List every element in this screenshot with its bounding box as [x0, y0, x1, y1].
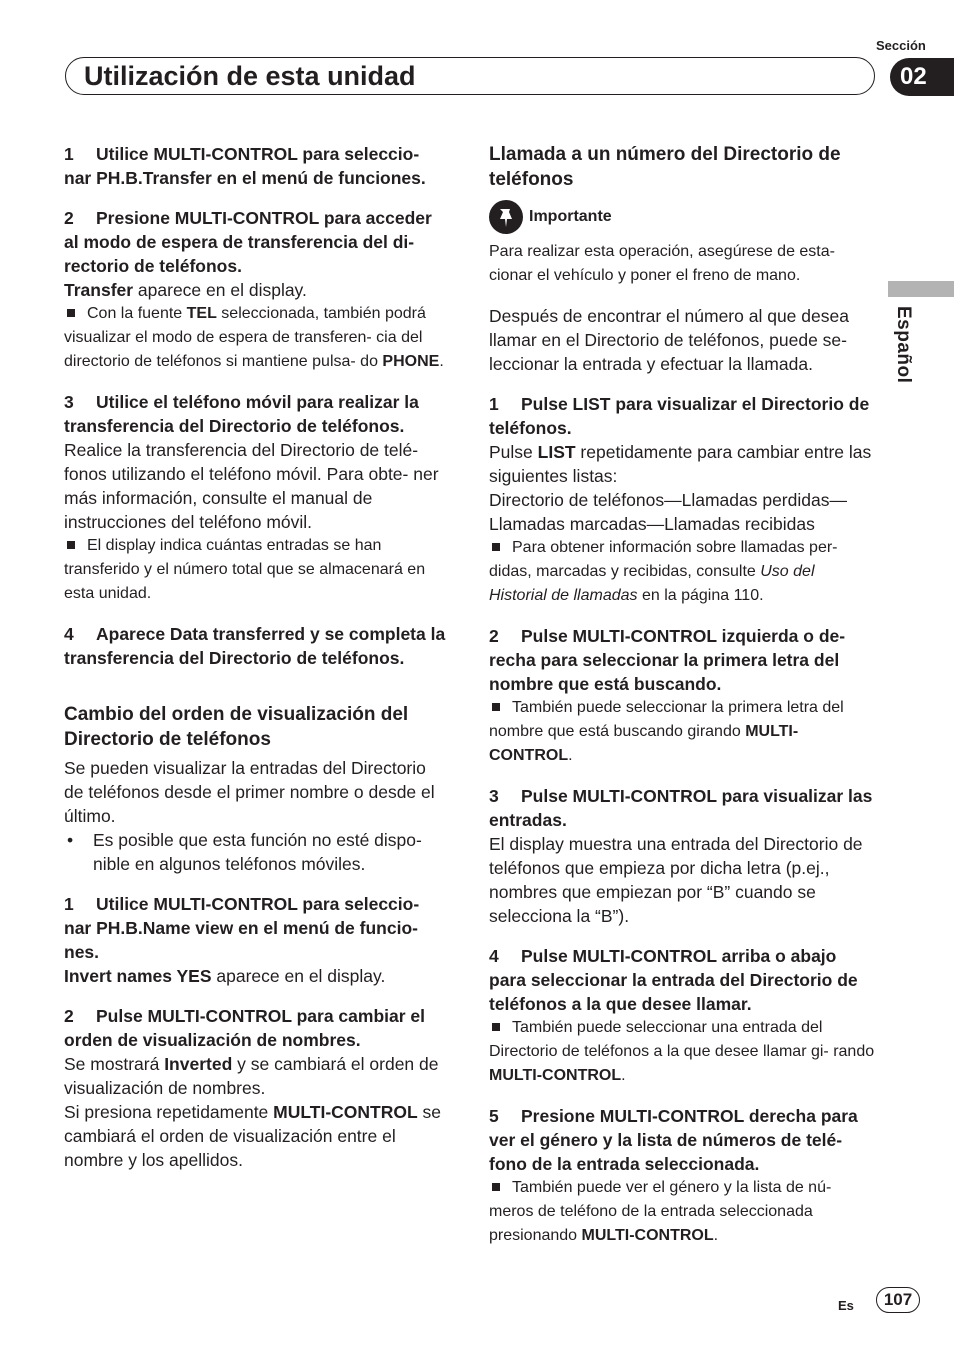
important-text: Para realizar esta operación, asegúrese de esta- cionar el vehículo y poner el freno de mano.: [489, 243, 835, 284]
footer-language-code: Es: [838, 1298, 854, 1313]
step-2-note: Con la fuente TEL seleccionada, también podrá visualizar el modo de espera de transferen- cia del directorio de teléfonos si mantiene pulsa- do PHONE.: [64, 305, 444, 370]
step-3-call-body: El display muestra una entrada del Directorio de teléfonos que empieza por dicha letra (p.ej., nombres que empiezan por “B” cuando se selecciona la “B”).: [489, 834, 863, 926]
heading-display-order: Cambio del orden de visualización del Directorio de teléfonos: [64, 704, 409, 750]
note-bullet-icon: [67, 541, 75, 549]
step-5-call-note: También puede ver el género y la lista de nú- meros de teléfono de la entrada seleccionada presionando MULTI-CONTROL.: [489, 1179, 832, 1244]
right-column: [489, 142, 875, 1248]
page-title: Utilización de esta unidad: [84, 61, 416, 91]
step-4-call-note: También puede seleccionar una entrada del Directorio de teléfonos a la que desee llamar gi- rando MULTI-CONTROL.: [489, 1019, 875, 1084]
step-3-transfer: 3 Utilice el teléfono móvil para realizar la transferencia del Directorio de teléfonos.: [64, 392, 419, 436]
step-1-call-body: Pulse LIST repetidamente para cambiar entre las siguientes listas:: [489, 442, 872, 486]
step-1-call-lists: Directorio de teléfonos—Llamadas perdidas—Llamadas marcadas—Llamadas recibidas: [489, 490, 847, 534]
step-1-call: 1 Pulse LIST para visualizar el Directorio de teléfonos.: [489, 394, 870, 438]
display-order-bullet: • Es posible que esta función no esté dispo- nible en algunos teléfonos móviles.: [67, 830, 422, 874]
step-4-call: 4 Pulse MULTI-CONTROL arriba o abajo para seleccionar la entrada del Directorio de teléfonos a la que desee llamar.: [489, 946, 858, 1014]
note-bullet-icon: [492, 703, 500, 711]
important-callout: [489, 200, 875, 234]
step-2-order-body: Se mostrará Inverted y se cambiará el orden de visualización de nombres. Si presiona repetidamente MULTI-CONTROL se cambiará el orden de visualización entre el nombre y los apellidos.: [64, 1054, 442, 1170]
page-number: 107: [876, 1287, 920, 1313]
section-label: Sección: [876, 38, 926, 53]
heading-call-directory: Llamada a un número del Directorio de teléfonos: [489, 144, 841, 190]
step-2-body: Transfer aparece en el display.: [64, 280, 307, 300]
step-3-body: Realice la transferencia del Directorio de telé- fonos utilizando el teléfono móvil. Para obte- ner más información, consulte el manual de instrucciones del teléfono móvil.: [64, 440, 439, 532]
step-2-order: 2 Pulse MULTI-CONTROL para cambiar el orden de visualización de nombres.: [64, 1006, 426, 1050]
display-order-intro: Se pueden visualizar la entradas del Directorio de teléfonos desde el primer nombre o desde el último.: [64, 758, 435, 826]
language-tab-label: Español: [893, 306, 914, 384]
step-2-call: 2 Pulse MULTI-CONTROL izquierda o de- recha para seleccionar la primera letra del nombre que está buscando.: [489, 626, 846, 694]
step-2-transfer: 2 Presione MULTI-CONTROL para acceder al modo de espera de transferencia del di- rectorio de teléfonos.: [64, 208, 432, 276]
step-1-order-body: Invert names YES aparece en el display.: [64, 966, 386, 986]
pushpin-icon: [489, 200, 523, 234]
note-bullet-icon: [492, 543, 500, 551]
step-5-call: 5 Presione MULTI-CONTROL derecha para ver el género y la lista de números de telé- fono de la entrada seleccionada.: [489, 1106, 858, 1174]
call-intro: Después de encontrar el número al que desea llamar en el Directorio de teléfonos, puede se- leccionar la entrada y efectuar la llamada.: [489, 306, 849, 374]
step-3-note: El display indica cuántas entradas se han transferido y el número total que se almacenará en esta unidad.: [64, 537, 426, 602]
note-bullet-icon: [67, 309, 75, 317]
step-2-call-note: También puede seleccionar la primera letra del nombre que está buscando girando MULTI-CONTROL.: [489, 699, 844, 764]
note-bullet-icon: [492, 1023, 500, 1031]
note-bullet-icon: [492, 1183, 500, 1191]
language-tab-bar: [888, 281, 954, 297]
left-column: [64, 142, 450, 1172]
step-1-call-note: Para obtener información sobre llamadas per- didas, marcadas y recibidas, consulte Uso del Historial de llamadas en la página 110.: [489, 539, 838, 604]
step-1-order: 1 Utilice MULTI-CONTROL para seleccio- nar PH.B.Name view en el menú de funcio- nes.: [64, 894, 420, 962]
important-label: Importante: [529, 208, 612, 225]
step-4-transfer: 4 Aparece Data transferred y se completa la transferencia del Directorio de teléfonos.: [64, 624, 446, 668]
step-1-transfer: 1 Utilice MULTI-CONTROL para seleccio- nar PH.B.Transfer en el menú de funciones.: [64, 144, 426, 188]
step-3-call: 3 Pulse MULTI-CONTROL para visualizar las entradas.: [489, 786, 873, 830]
section-number-badge: 02: [890, 58, 954, 96]
